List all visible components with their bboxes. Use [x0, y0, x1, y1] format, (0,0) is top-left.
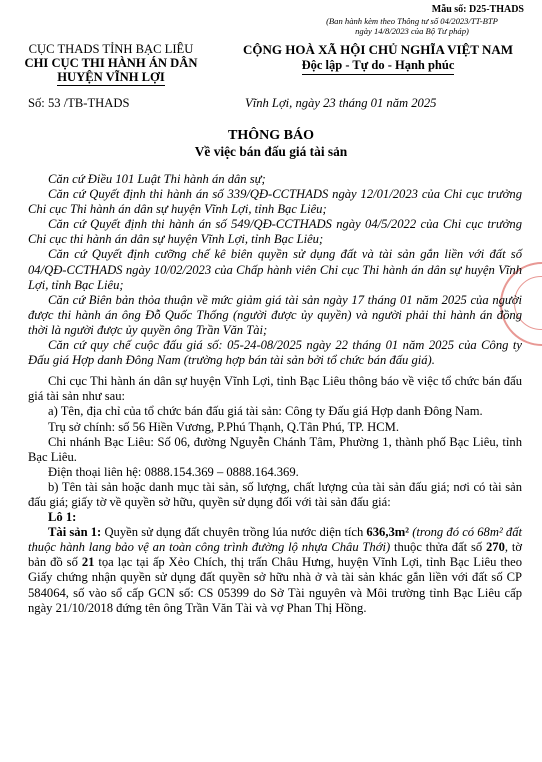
asset-1-text-c: thuộc thửa đất số	[390, 540, 486, 555]
agency-name-line2-wrap	[6, 70, 216, 86]
nation-motto: Độc lập - Tự do - Hạnh phúc	[302, 58, 455, 75]
document-body	[28, 172, 522, 616]
asset-1-description	[28, 525, 522, 616]
basis-2: Căn cứ Quyết định thi hành án số 339/QĐ-CCTHADS ngày 12/01/2023 của Chi cục trưởng Chi cục Thi hành án dân sự huyện Vĩnh Lợi, tỉnh Bạc Liêu;	[28, 187, 522, 217]
national-header	[218, 42, 538, 75]
lot-heading: Lô 1:	[48, 510, 77, 525]
document-number: Số: 53 /TB-THADS	[28, 96, 130, 110]
asset-1-map-sheet: 21	[81, 555, 95, 570]
motto-wrap	[218, 57, 538, 75]
agency-name-line2: HUYỆN VĨNH LỢI	[57, 70, 165, 84]
form-code: Mẫu số: D25-THADS	[431, 4, 524, 15]
form-note	[302, 16, 522, 36]
basis-1: Căn cứ Điều 101 Luật Thi hành án dân sự;	[48, 172, 266, 186]
agency-name-line1: CHI CỤC THI HÀNH ÁN DÂN	[24, 56, 198, 70]
form-note-line1: (Ban hành kèm theo Thông tư số 04/2023/TT-BTP	[326, 16, 498, 26]
basis-3: Căn cứ Quyết định thi hành án số 549/QĐ-CCTHADS ngày 04/5/2022 của Chi cục trưởng Chi cục thi hành án dân sự huyện Vĩnh Lợi, tỉnh Bạc Liêu;	[28, 217, 522, 247]
notice-intro: Chi cục Thi hành án dân sự huyện Vĩnh Lợi, tỉnh Bạc Liêu thông báo về việc tổ chức bán đấu giá tài sản như sau:	[28, 374, 522, 404]
basis-4: Căn cứ Quyết định cưỡng chế kê biên quyền sử dụng đất và tài sản gắn liền với đất số 04/QĐ-CCTHADS ngày 10/02/2023 của Chấp hành viên Chi cục Thi hành án dân sự huyện Vĩnh Lợi, tỉnh Bạc Liêu;	[28, 247, 522, 292]
asset-1-text-d: , tờ bản đồ số	[28, 540, 522, 570]
basis-6: Căn cứ quy chế cuộc đấu giá số: 05-24-08/2025 ngày 22 tháng 01 năm 2025 của Công ty Đấu giá Hợp danh Đông Nam (trường hợp bán tài sản bởi tổ chức bán đấu giá).	[28, 338, 522, 368]
nation-name: CỘNG HOÀ XÃ HỘI CHỦ NGHĨA VIỆT NAM	[242, 42, 514, 57]
document-subtitle: Về việc bán đấu giá tài sản	[194, 144, 348, 159]
agency-parent: CỤC THADS TỈNH BẠC LIÊU	[28, 42, 194, 56]
basis-5: Căn cứ Biên bản thỏa thuận về mức giảm giá tài sản ngày 17 tháng 01 năm 2025 của người được thi hành án ông Đỗ Quốc Thống (người được ủy quyền) và người phải thi hành án đồng thời là người được ủy quyền ông Trần Văn Tài;	[28, 292, 522, 337]
date-line: Vĩnh Lợi, ngày 23 tháng 01 năm 2025	[245, 96, 437, 110]
head-office: Trụ sở chính: số 56 Hiền Vương, P.Phú Thạnh, Q.Tân Phú, TP. HCM.	[48, 419, 400, 434]
asset-1-corridor-note: (trong đó có 68m² đất thuộc hành lang bảo vệ an toàn công trình đường lộ nhựa Châu Thới)	[28, 525, 522, 555]
branch-office: Chi nhánh Bạc Liêu: Số 06, đường Nguyễn Chánh Tâm, Phường 1, thành phố Bạc Liêu, tỉnh Bạc Liêu.	[28, 434, 522, 464]
form-note-line2: ngày 14/8/2023 của Bộ Tư pháp)	[355, 26, 469, 36]
contact-phone: Điện thoại liên hệ: 0888.154.369 – 0888.164.369.	[48, 464, 299, 479]
asset-1-area: 636,3m²	[366, 525, 410, 540]
issuing-agency	[6, 42, 216, 86]
document-title: THÔNG BÁO	[228, 128, 314, 143]
asset-1-label: Tài sản 1:	[48, 525, 102, 540]
asset-list-intro: b) Tên tài sản hoặc danh mục tài sản, số lượng, chất lượng của tài sản đấu giá; nơi có tài sản đấu giá; giấy tờ về quyền sở hữu, quyền sử dụng đối với tài sản đấu giá:	[28, 479, 522, 509]
asset-1-text-a: Quyền sử dụng đất chuyên trồng lúa nước diện tích	[101, 525, 367, 540]
asset-1-text-e: tọa lạc tại ấp Xẻo Chích, thị trấn Châu Hưng, huyện Vĩnh Lợi, tỉnh Bạc Liêu theo Giấy chứng nhận quyền sử dụng đất quyền sở hữu nhà ở và tài sản khác gắn liền với đất số CP 584064, số vào sổ cấp GCN số: CS 05399 do Sở Tài nguyên và Môi trường tỉnh Bạc Liêu cấp ngày 21/10/2018 đứng tên ông Trần Văn Tài và vợ Phan Thị Hồng.	[28, 555, 523, 615]
auctioneer-name: a) Tên, địa chỉ của tổ chức bán đấu giá tài sản: Công ty Đấu giá Hợp danh Đông Nam.	[48, 404, 483, 419]
asset-1-parcel: 270	[485, 540, 505, 555]
